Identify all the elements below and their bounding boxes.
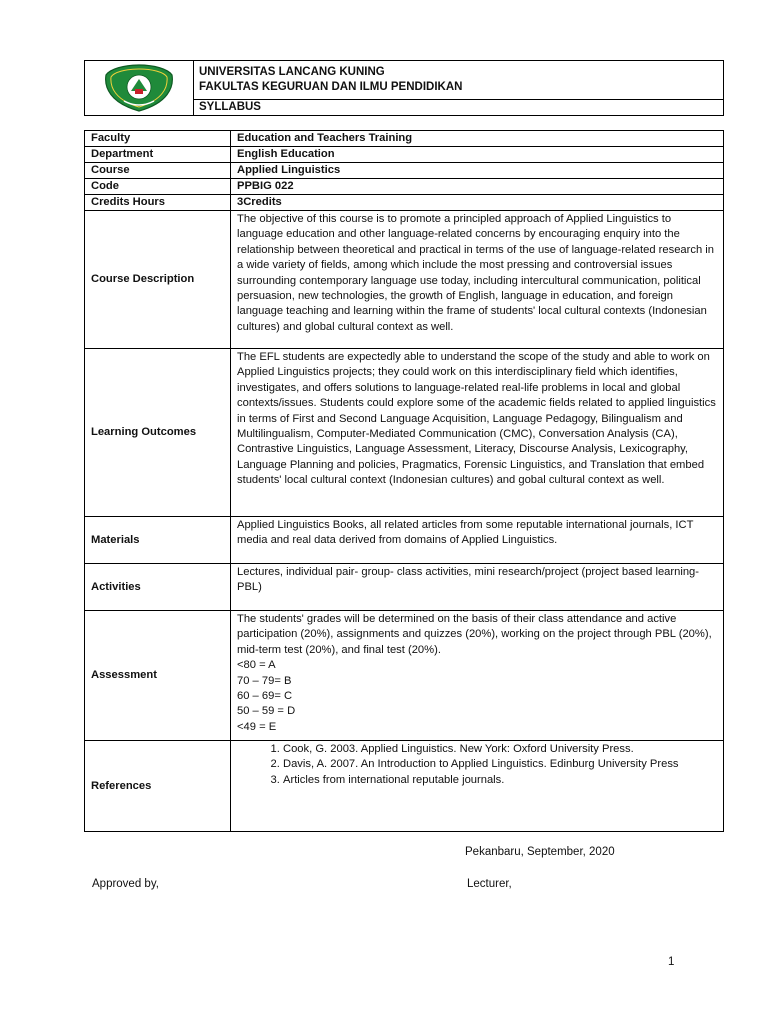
grade-line: <80 = A [237,659,276,672]
lecturer-label: Lecturer, [467,878,512,890]
grade-line: 50 – 59 = D [237,705,296,718]
table-row-faculty [85,131,724,147]
table-row-outcomes [85,349,724,517]
table-row-credits [85,195,724,211]
table-row-activities [85,564,724,611]
row-label: Learning Outcomes [85,349,231,517]
table-row-department [85,147,724,163]
row-value [231,211,724,349]
row-value [231,741,724,832]
course-description-text: The objective of this course is to promote a principled approach of Applied Linguistics to language education and other language-related concerns by encouraging enquiry into the relationship between theoretical and practical in terms of the use of language-related research in a wide variety of fields, among which include the most pressing and controversial issues surrounding contemporary language use today, including intercultural communication, political persuasion, new technologies, the growth of English, language in education, and foreign language teaching and learning within the frame of students' local cultural contexts (Indonesian cultures) and global cultural context as well. [237,213,714,333]
grade-line: <49 = E [237,720,277,733]
row-value: Applied Linguistics [231,163,724,179]
row-value [231,349,724,517]
list-item: 2. Davis, A. 2007. An Introduction to Applied Linguistics. Edinburg University Press [283,757,717,772]
row-value: Education and Teachers Training [231,131,724,147]
table-row-references [85,741,724,832]
row-value: PPBIG 022 [231,179,724,195]
doc-type-cell [194,99,724,115]
materials-text: Applied Linguistics Books, all related articles from some reputable international journals, ICT media and real data derived from domains of Applied Linguistics. [237,519,694,547]
row-label: Code [85,179,231,195]
table-row-code [85,179,724,195]
table-row-course [85,163,724,179]
university-name: UNIVERSITAS LANCANG KUNING [199,65,385,78]
row-value: 3Credits [231,195,724,211]
faculty-name: FAKULTAS KEGURUAN DAN ILMU PENDIDIKAN [199,80,463,93]
activities-text: Lectures, individual pair- group- class activities, mini research/project (project based learning-PBL) [237,566,700,594]
header-table [84,60,724,116]
learning-outcomes-text: The EFL students are expectedly able to understand the scope of the study and able to work on Applied Linguistics projects; they could work on this interdisciplinary field which identifies, investigates, and offers solutions to language-related real-life problems in local and global contexts/issues. Students could explore some of the academic fields related to applied linguistics in terms of First and Second Language Acquisition, Language Pedagogy, Bilingualism and Multilingualism, Computer-Mediated Communication (CMC), Conversation Analysis (CA), Contrastive Linguistics, Language Assessment, Literacy, Discourse Analysis, Lexicography, Language Planning and policies, Pragmatics, Forensic Linguistics, and Translation that embed students' local cultural context (Indonesian cultures) and gobal cultural context as well. [237,351,716,487]
university-seal-icon [102,63,176,113]
grade-line: 70 – 79= B [237,674,292,687]
row-value: English Education [231,147,724,163]
row-label: Materials [85,517,231,564]
grade-line: 60 – 69= C [237,690,293,703]
row-label: Faculty [85,131,231,147]
header-title-cell [194,61,724,100]
row-label: Activities [85,564,231,611]
row-value [231,517,724,564]
approved-by-label: Approved by, [92,878,159,890]
row-label: Credits Hours [85,195,231,211]
place-date: Pekanbaru, September, 2020 [465,846,615,858]
doc-type: SYLLABUS [199,100,261,113]
page-number: 1 [668,956,675,968]
logo-cell [85,61,194,116]
syllabus-table [84,130,724,832]
row-label: References [85,741,231,832]
row-label: Course Description [85,211,231,349]
row-value [231,564,724,611]
table-row-description [85,211,724,349]
list-item: 3. Articles from international reputable journals. [283,773,717,788]
table-row-materials [85,517,724,564]
row-label: Department [85,147,231,163]
row-value [231,611,724,741]
assessment-text: The students' grades will be determined on the basis of their class attendance and active participation (20%), assignments and quizzes (20%), working on the project through PBL (20%), mid-term test (20%), and final test (20%). [237,613,712,656]
references-list [237,742,717,788]
row-label: Assessment [85,611,231,741]
row-label: Course [85,163,231,179]
table-row-assessment [85,611,724,741]
list-item: 1. Cook, G. 2003. Applied Linguistics. New York: Oxford University Press. [283,742,717,757]
